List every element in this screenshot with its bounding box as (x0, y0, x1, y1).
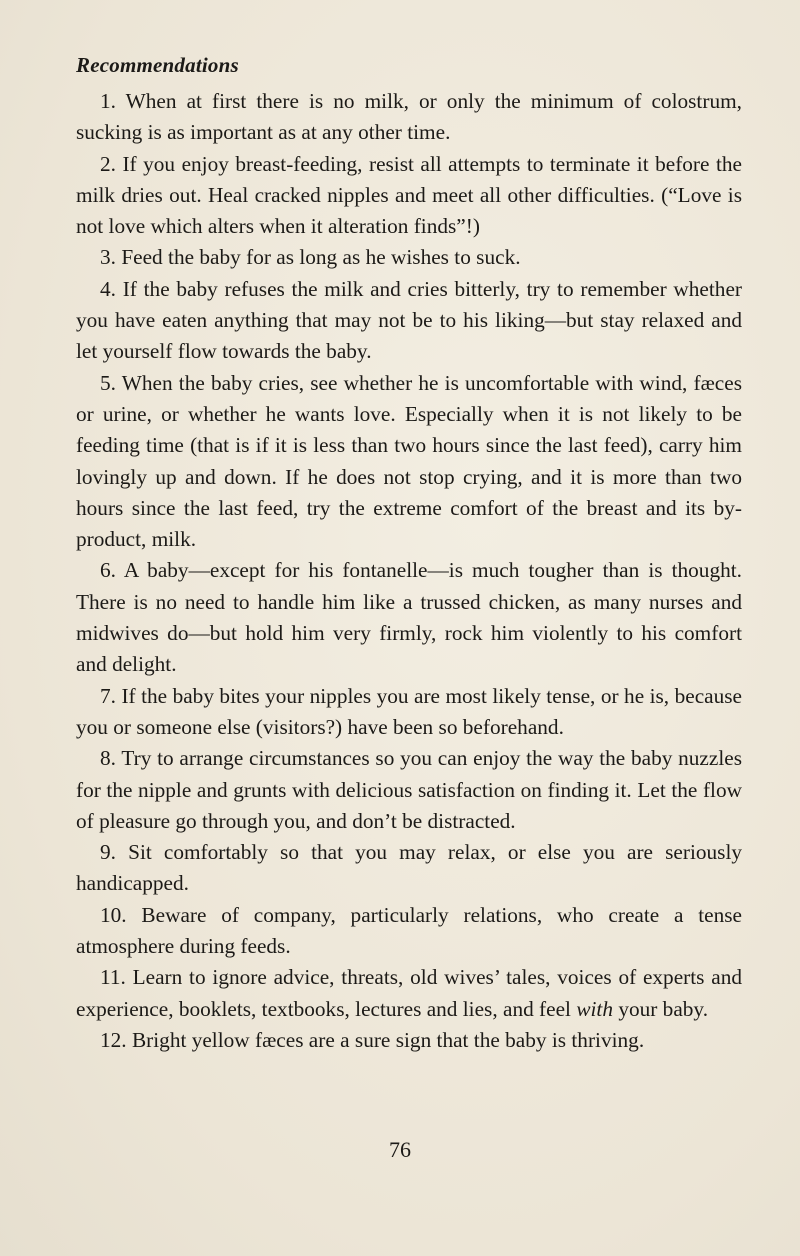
list-item (76, 368, 742, 556)
item-text: When at first there is no milk, or only the minimum of colostrum, sucking is as important as at any other time. (76, 89, 742, 145)
item-number: 1. (100, 89, 116, 113)
item-text: Bright yellow fæces are a sure sign that the baby is thriving. (131, 1027, 645, 1052)
item-text: A baby—except for his fontanelle—is much tougher than is thought. There is no need to handle him like a trussed chicken, as many nurses and midwives do—but hold him very firmly, rock him violently to his comfort and delight. (76, 558, 742, 677)
item-text: If you enjoy breast-feeding, resist all attempts to terminate it before the milk dries out. Heal cracked nipples and meet all other difficulties. (“Love is not love which alters when it alteration finds”!) (76, 151, 742, 239)
item-text: If the baby refuses the milk and cries bitterly, try to remember whether you have eaten anything that may not be to his liking—but stay relaxed and let yourself flow towards the baby. (76, 276, 742, 364)
list-item (76, 681, 742, 744)
item-number: 9. (100, 840, 116, 865)
item-text: Sit comfortably so that you may relax, or else you are seriously handicapped. (76, 840, 743, 896)
recommendations-list (76, 86, 742, 1056)
item-text: Beware of company, particularly relations, who create a tense atmosphere during feeds. (76, 902, 742, 959)
list-item (76, 555, 742, 680)
item-emphasis: with (576, 996, 613, 1021)
list-item (76, 149, 742, 243)
item-number: 8. (100, 746, 116, 771)
list-item (76, 837, 742, 900)
item-number: 2. (100, 151, 116, 176)
list-item (76, 743, 742, 837)
item-number: 5. (100, 370, 116, 395)
item-number: 3. (100, 245, 116, 270)
list-item (76, 274, 742, 368)
page-number: 76 (389, 1137, 411, 1162)
item-text: Try to arrange circumstances so you can enjoy the way the baby nuzzles for the nipple and grunts with delicious satisfaction on finding it. Let the flow of pleasure go through you, and don’t be distracted. (76, 746, 742, 833)
item-number: 11. (100, 965, 126, 990)
item-text: When the baby cries, see whether he is uncomfortable with wind, fæces or urine, or whether he wants love. Especially when it is not likely to be feeding time (that is if it is less than two hours since the last feed), carry him lovingly up and down. If he does not stop crying, and it is more than two hours since the last feed, try the extreme comfort of the breast and its by-product, milk. (76, 370, 742, 552)
item-text: Learn to ignore advice, threats, old wives’ tales, voices of experts and experience, booklets, textbooks, lectures and lies, and feel (76, 965, 742, 1021)
list-item (76, 900, 742, 963)
item-number: 10. (100, 902, 127, 927)
section-heading: Recommendations (76, 53, 239, 77)
list-item (76, 242, 742, 273)
list-item (76, 1025, 742, 1056)
item-text-end: your baby. (613, 996, 709, 1021)
item-number: 7. (100, 683, 116, 708)
list-item (76, 962, 742, 1025)
item-number: 4. (100, 276, 116, 301)
item-number: 12. (100, 1027, 127, 1052)
item-number: 6. (100, 558, 116, 583)
list-item (76, 86, 742, 149)
item-text: If the baby bites your nipples you are most likely tense, or he is, because you or someone else (visitors?) have been so beforehand. (76, 683, 742, 739)
item-text: Feed the baby for as long as he wishes to suck. (121, 245, 521, 270)
